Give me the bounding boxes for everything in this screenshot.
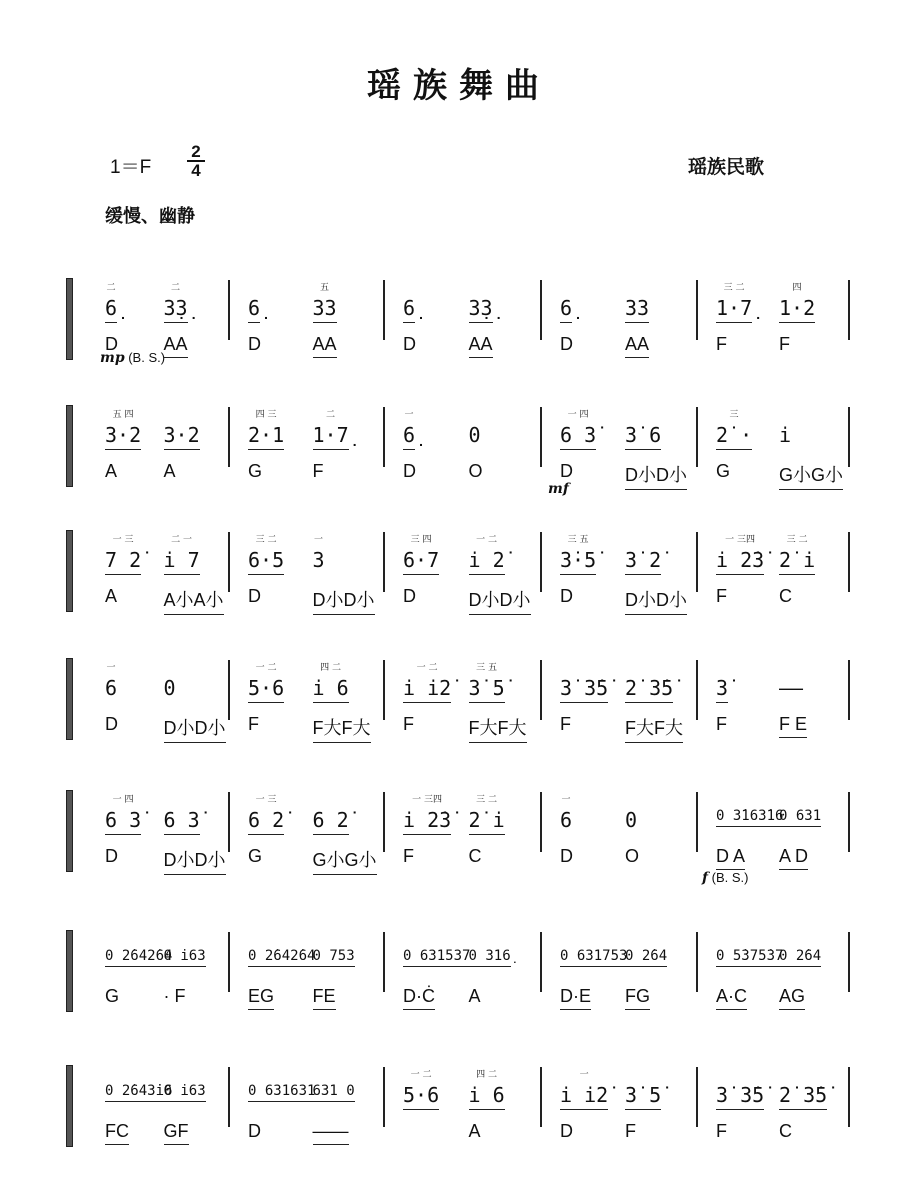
melody-beat: i 2̇3̇ 一 三四: [716, 548, 764, 575]
melody-beat: 3̇ 3̇5̇: [716, 1083, 764, 1110]
melody-beat: 0: [468, 423, 481, 447]
fingering-mark: 四 三: [255, 410, 277, 420]
fingering-mark: 一: [404, 410, 414, 420]
bass-beat: D·Ċ: [403, 986, 435, 1010]
bass-beat: C: [468, 846, 482, 866]
melody-beat: 0: [163, 676, 176, 700]
melody-beat: 0 2̇643̇i6: [105, 1083, 172, 1102]
fingering-mark: 二 一: [171, 535, 192, 545]
melody-beat: 2̇ i 三 二: [469, 808, 505, 835]
system-bracket: [66, 790, 73, 872]
measure: [706, 790, 844, 900]
barline: [383, 792, 385, 852]
bass-beat: G: [248, 846, 263, 866]
measure: [95, 405, 224, 515]
bass-beat: F: [779, 334, 790, 354]
measure: [550, 278, 692, 388]
melody-beat: 6̣: [403, 296, 415, 323]
time-numerator: 2: [187, 143, 205, 162]
barline: [848, 1067, 850, 1127]
bass-beat: A·C: [716, 986, 747, 1010]
bass-beat: F: [403, 714, 414, 734]
measure: [238, 658, 379, 768]
measure: [706, 405, 844, 515]
bass-beat: G: [716, 461, 731, 481]
melody-beat: 6 3̇ 一 四: [105, 808, 141, 835]
fingering-mark: 一 三四: [725, 535, 756, 545]
measure: [95, 790, 224, 900]
melody-beat: 6̣ 一: [403, 423, 415, 450]
barline: [540, 792, 542, 852]
barline: [383, 1067, 385, 1127]
fingering-mark: 一 三四: [412, 795, 443, 805]
melody-beat: i i2̇ 一: [560, 1083, 608, 1110]
fingering-mark: 一 四: [567, 410, 589, 420]
fingering-mark: 二: [106, 283, 116, 293]
system-bracket: [66, 405, 73, 487]
barline: [848, 532, 850, 592]
melody-beat: 33: [625, 296, 649, 323]
bass-beat: D小D小: [625, 461, 687, 490]
bass-beat: F: [560, 714, 571, 734]
fingering-mark: 三 二: [786, 535, 808, 545]
measure: [95, 278, 224, 388]
measure: [706, 1065, 844, 1175]
measure: [393, 658, 536, 768]
melody-beat: 0 i63: [164, 948, 206, 967]
melody-beat: 6̣ 二: [105, 296, 117, 323]
melody-beat: 0 3̇163̇16: [716, 808, 783, 827]
bass-beat: C: [779, 586, 792, 606]
melody-beat: 2̇ 3̇5̇: [779, 1083, 827, 1110]
melody-beat: 3·2 五 四: [105, 423, 141, 450]
melody-beat: 0 i63: [164, 1083, 206, 1102]
melody-beat: 6 一: [560, 808, 572, 832]
bass-beat: F E: [779, 714, 807, 738]
repeat-start-barline: [540, 407, 547, 467]
bass-beat: A: [163, 461, 176, 481]
barline: [696, 532, 698, 592]
fingering-mark: 四 二: [320, 663, 341, 673]
bass-beat: ——: [313, 1121, 349, 1145]
bass-beat: D: [560, 461, 573, 481]
bass-beat: F: [716, 1121, 727, 1141]
measure: [238, 278, 379, 388]
bass-beat: A D: [779, 846, 808, 870]
barline: [696, 792, 698, 852]
measure: [393, 278, 536, 388]
time-denominator: 4: [191, 161, 201, 180]
bass-beat: O: [468, 461, 483, 481]
melody-beat: 3·2: [164, 423, 200, 450]
melody-beat: 6 2̇: [313, 808, 349, 835]
bass-beat: A: [468, 986, 481, 1006]
bass-beat: D·E: [560, 986, 591, 1010]
fingering-mark: 五 四: [112, 410, 134, 420]
bass-beat: C: [779, 1121, 792, 1141]
bass-beat: D: [403, 461, 416, 481]
barline: [848, 280, 850, 340]
melody-beat: 2̇ i 三 二: [779, 548, 815, 575]
bass-beat: G小G小: [313, 846, 377, 875]
barline: [696, 1067, 698, 1127]
melody-beat: i 6 四 二: [469, 1083, 505, 1110]
bass-beat: F: [716, 714, 727, 734]
bass-beat: D: [403, 586, 416, 606]
fingering-mark: 三 五: [476, 663, 497, 673]
melody-beat: 6 2̇ 一 三: [248, 808, 284, 835]
melody-beat: 3̇ 6: [625, 423, 661, 450]
measure: [393, 930, 536, 1040]
system-1: [0, 278, 918, 388]
melody-beat: 3̇ 5̇: [625, 1083, 661, 1110]
melody-beat: 3̇ 2̇: [625, 548, 661, 575]
system-3: [0, 530, 918, 640]
bass-beat: D: [403, 334, 416, 354]
fingering-mark: 三 二: [723, 283, 745, 293]
measure: [393, 405, 536, 515]
dynamic-note: (B. S.): [124, 350, 166, 365]
bass-beat: D小D小: [625, 586, 687, 615]
measure: [95, 530, 224, 640]
melody-beat: 7 2̇ 一 三: [105, 548, 141, 575]
dynamic-marking: mp (B. S.): [100, 350, 166, 366]
bass-beat: F: [248, 714, 259, 734]
melody-beat: 5·6 一 二: [248, 676, 284, 703]
measure: [393, 1065, 536, 1175]
bass-beat: D: [560, 586, 573, 606]
melody-beat: 0 2̇642̇64: [105, 948, 172, 967]
fingering-mark: 三 二: [476, 795, 497, 805]
melody-beat: i: [779, 423, 792, 447]
system-bracket: [66, 530, 73, 612]
system-5: [0, 790, 918, 900]
melody-beat: 3̇·5̇ 三 五: [560, 548, 596, 575]
system-bracket: [66, 1065, 73, 1147]
melody-beat: 0 2̇642̇64: [248, 948, 315, 967]
barline: [383, 407, 385, 467]
melody-beat: 0 631537: [403, 948, 470, 967]
melody-beat: 1·7̣ 二: [313, 423, 349, 450]
melody-beat: 6 一: [105, 676, 117, 700]
bass-beat: D小D小: [164, 714, 226, 743]
bass-beat: G小G小: [779, 461, 843, 490]
measure: [550, 790, 692, 900]
melody-beat: i i2̇ 一 二: [403, 676, 451, 703]
system-bracket: [66, 930, 73, 1012]
bass-beat: AA: [164, 334, 188, 358]
fingering-mark: 一 四: [112, 795, 134, 805]
fingering-mark: 三 四: [410, 535, 432, 545]
measure: [95, 658, 224, 768]
bass-beat: FE: [313, 986, 336, 1010]
melody-beat: 3̇: [716, 676, 728, 703]
measure: [393, 530, 536, 640]
bass-beat: F大F大: [625, 714, 683, 743]
barline: [848, 407, 850, 467]
melody-beat: i 7 二 一: [164, 548, 200, 575]
bass-beat: GF: [164, 1121, 189, 1145]
barline: [228, 532, 230, 592]
melody-beat: 1·2 四: [779, 296, 815, 323]
bass-beat: D: [248, 1121, 261, 1141]
barline: [848, 932, 850, 992]
tempo-marking: 缓慢、幽静: [105, 206, 195, 227]
system-bracket: [66, 658, 73, 740]
time-signature: [187, 143, 205, 179]
bass-beat: D: [105, 714, 118, 734]
barline: [696, 407, 698, 467]
bass-beat: D: [248, 586, 261, 606]
measure: [550, 530, 692, 640]
fingering-mark: 一 三: [112, 535, 134, 545]
bass-beat: D: [560, 334, 573, 354]
fingering-mark: 一 二: [255, 663, 277, 673]
fingering-mark: 二: [326, 410, 336, 420]
system-2: [0, 405, 918, 515]
barline: [383, 532, 385, 592]
melody-beat: 2̇ 3̇5̇: [625, 676, 673, 703]
measure: [550, 405, 692, 515]
melody-beat: 33 五: [313, 296, 337, 323]
melody-beat: 3 一: [313, 548, 325, 572]
fingering-mark: 四 二: [476, 1070, 497, 1080]
fingering-mark: 一: [106, 663, 116, 673]
melody-beat: 3̣3̣: [469, 296, 493, 323]
fingering-mark: 一: [579, 1070, 589, 1080]
barline: [540, 532, 542, 592]
page-title: 瑶族舞曲: [367, 66, 551, 106]
bass-beat: D小D小: [313, 586, 375, 615]
attribution: 瑶族民歌: [688, 156, 765, 178]
bass-beat: EG: [248, 986, 274, 1010]
bass-beat: AG: [779, 986, 805, 1010]
bass-beat: A: [105, 586, 118, 606]
barline: [540, 660, 542, 720]
system-6: [0, 930, 918, 1040]
melody-beat: 2̇ · 三: [716, 423, 752, 450]
bass-beat: F: [716, 334, 727, 354]
melody-beat: 6̣: [560, 296, 572, 323]
bass-beat: F大F大: [313, 714, 371, 743]
bass-beat: F: [312, 461, 324, 481]
barline: [696, 660, 698, 720]
melody-beat: 6 3̇: [164, 808, 200, 835]
measure: [238, 530, 379, 640]
barline: [696, 932, 698, 992]
fingering-mark: 二: [171, 283, 181, 293]
melody-beat: 2·1 四 三: [248, 423, 284, 450]
melody-beat: 0 753: [313, 948, 355, 967]
barline: [540, 1067, 542, 1127]
bass-beat: A: [468, 1121, 481, 1141]
bass-beat: F: [403, 846, 414, 866]
bass-beat: D: [105, 334, 118, 354]
melody-beat: 0 631: [779, 808, 821, 827]
melody-beat: 0 5̇375̇37: [716, 948, 783, 967]
measure: [706, 278, 844, 388]
melody-beat: i 6 四 二: [313, 676, 349, 703]
system-4: [0, 658, 918, 768]
measure: [706, 530, 844, 640]
barline: [228, 1067, 230, 1127]
repeat-end-barline: [228, 660, 235, 720]
bass-beat: AA: [625, 334, 649, 358]
melody-beat: 5·6 一 二: [403, 1083, 439, 1110]
measure: [550, 1065, 692, 1175]
melody-beat: 0: [625, 808, 638, 832]
melody-beat: 6 3̇ 一 四: [560, 423, 596, 450]
bass-beat: D: [248, 334, 261, 354]
barline: [383, 280, 385, 340]
measure: [706, 658, 844, 768]
bass-beat: FC: [105, 1121, 129, 1145]
fingering-mark: 三: [729, 410, 739, 420]
measure: [550, 658, 692, 768]
fingering-mark: 一 三: [255, 795, 277, 805]
bass-beat: D小D小: [164, 846, 226, 875]
fingering-mark: 五: [320, 283, 330, 293]
melody-beat: 631 0: [313, 1083, 355, 1102]
melody-beat: 6·7 三 四: [403, 548, 439, 575]
bass-beat: AA: [469, 334, 493, 358]
measure: [238, 790, 379, 900]
dynamic-marking: mf: [548, 481, 569, 497]
barline: [540, 280, 542, 340]
melody-beat: i 2̇3̇ 一 三四: [403, 808, 451, 835]
fingering-mark: 一 二: [416, 663, 438, 673]
barline: [848, 792, 850, 852]
fingering-mark: 一 二: [476, 535, 497, 545]
melody-beat: 0 2̇64: [779, 948, 821, 967]
bass-beat: O: [625, 846, 640, 866]
barline: [696, 280, 698, 340]
measure: [238, 930, 379, 1040]
bass-beat: F大F大: [469, 714, 527, 743]
bass-beat: A小A小: [164, 586, 224, 615]
fingering-mark: 一 二: [410, 1070, 432, 1080]
melody-beat: 6̣: [248, 296, 260, 323]
measure: [393, 790, 536, 900]
measure: [95, 930, 224, 1040]
melody-beat: ——: [779, 676, 804, 700]
barline: [540, 932, 542, 992]
measure: [238, 1065, 379, 1175]
bass-beat: · F: [163, 986, 186, 1006]
melody-beat: 0 2̇64: [625, 948, 667, 967]
melody-beat: 3̇ 5̇ 三 五: [469, 676, 505, 703]
dynamic-marking: f (B. S.): [702, 870, 749, 886]
fingering-mark: 一: [314, 535, 324, 545]
fingering-mark: 三 五: [567, 535, 589, 545]
bass-beat: D: [560, 846, 573, 866]
bass-beat: G: [105, 986, 120, 1006]
melody-beat: 0 631631: [248, 1083, 315, 1102]
fingering-mark: 一: [561, 795, 571, 805]
melody-beat: 3̇ 3̇5̇: [560, 676, 608, 703]
bass-beat: FG: [625, 986, 650, 1010]
barline: [383, 660, 385, 720]
system-bracket: [66, 278, 73, 360]
barline: [228, 280, 230, 340]
bass-beat: A: [105, 461, 118, 481]
system-7: [0, 1065, 918, 1175]
melody-beat: 1·7̣ 三 二: [716, 296, 752, 323]
melody-beat: i 2̇ 一 二: [469, 548, 505, 575]
barline: [228, 407, 230, 467]
barline: [383, 932, 385, 992]
bass-beat: D A: [716, 846, 745, 870]
barline: [228, 792, 230, 852]
bass-beat: D: [105, 846, 118, 866]
bass-beat: F: [716, 586, 727, 606]
bass-beat: AA: [313, 334, 337, 358]
bass-beat: F: [625, 1121, 636, 1141]
melody-beat: 6·5 三 二: [248, 548, 284, 575]
key-signature: 1＝F: [110, 157, 152, 178]
measure: [238, 405, 379, 515]
melody-beat: 0 316̣: [469, 948, 511, 967]
measure: [95, 1065, 224, 1175]
fingering-mark: 四: [792, 283, 802, 293]
melody-beat: 0 631753: [560, 948, 627, 967]
bass-beat: D小D小: [469, 586, 531, 615]
dynamic-note: (B. S.): [708, 870, 749, 885]
fingering-mark: 三 二: [255, 535, 277, 545]
measure: [706, 930, 844, 1040]
bass-beat: D: [560, 1121, 573, 1141]
measure: [550, 930, 692, 1040]
melody-beat: 3̣3̣ 二: [164, 296, 188, 323]
barline: [848, 660, 850, 720]
bass-beat: G: [248, 461, 263, 481]
barline: [228, 932, 230, 992]
